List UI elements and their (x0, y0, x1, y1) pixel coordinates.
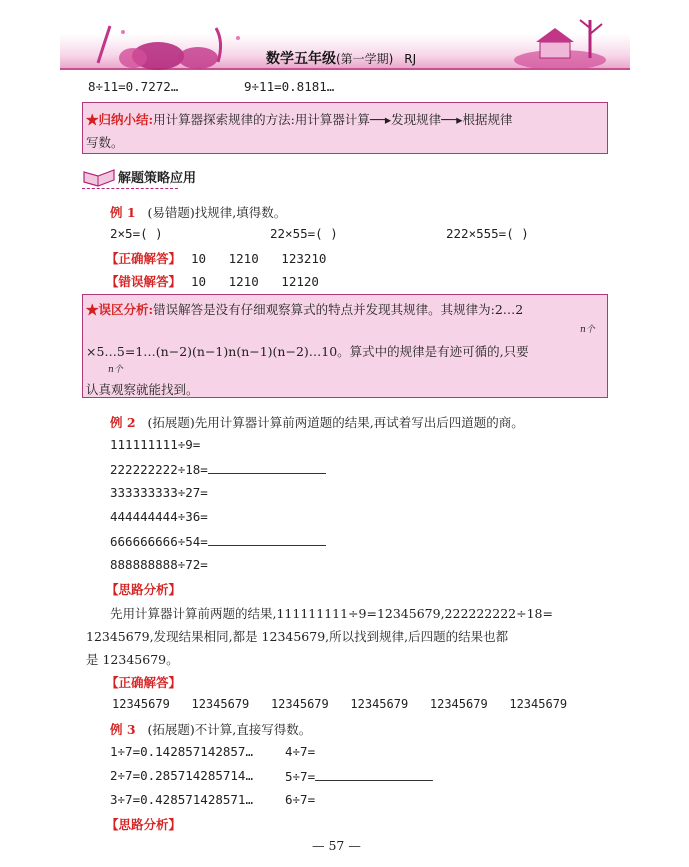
answer-blank[interactable] (315, 768, 433, 781)
header-left-decoration (88, 18, 248, 70)
mistake-line2: ×5…5=1…(n−2)(n−1)n(n−1)(n−2)…10。算式中的规律是有迹可循的,只要 (86, 344, 529, 359)
analysis-line3: 是 12345679。 (86, 652, 179, 667)
example3-heading (110, 720, 311, 738)
wrong-values: 10 1210 12120 (191, 274, 319, 289)
header-title (266, 48, 416, 68)
example2-row-text: 666666666÷54= (110, 534, 208, 549)
example3-row-left: 1÷7=0.142857142857… (110, 744, 253, 759)
mistake-label: ★误区分析: (86, 302, 154, 317)
example3-row-left: 3÷7=0.428571428571… (110, 792, 253, 807)
analysis-label: 【思路分析】 (106, 817, 182, 832)
example1-q3: 222×555=( ) (446, 226, 529, 241)
example1-tag: (易错题)找规律,填得数。 (147, 205, 287, 220)
wrong-label: 【错误解答】 (106, 274, 182, 289)
example2-row (110, 533, 326, 549)
answer-blank[interactable] (208, 461, 326, 474)
summary-label: ★归纳小结: (86, 112, 154, 127)
example2-row: 444444444÷36= (110, 509, 208, 524)
example1-q1: 2×5=( ) (110, 226, 163, 241)
page-number: — 57 — (312, 838, 361, 853)
header-right-decoration (510, 14, 620, 70)
example2-label: 例 2 (110, 415, 136, 430)
example2-row: 111111111÷9= (110, 437, 201, 452)
correct-label: 【正确解答】 (106, 251, 182, 266)
top-line-right: 9÷11=0.8181… (244, 79, 335, 94)
example2-row (110, 461, 326, 477)
edition-label: RJ (404, 52, 417, 66)
mistake-text1: 错误解答是没有仔细观察算式的特点并发现其规律。其规律为:2…2 (153, 302, 524, 317)
example3-row-left: 2÷7=0.285714285714… (110, 768, 253, 783)
analysis-line2: 12345679,发现结果相同,都是 12345679,所以找到规律,后四题的结果也都 (86, 629, 509, 644)
example1-wrong (106, 272, 319, 290)
example2-heading (110, 413, 524, 431)
correct-values: 10 1210 123210 (191, 251, 327, 266)
example2-row: 888888888÷72= (110, 557, 208, 572)
book-title: 数学五年级 (266, 51, 336, 67)
example3-label: 例 3 (110, 722, 136, 737)
summary-line2: 写数。 (86, 135, 124, 150)
example3-row-right (285, 768, 433, 784)
example2-tag: (拓展题)先用计算器计算前两道题的结果,再试着写出后四道题的商。 (147, 415, 524, 430)
analysis-label: 【思路分析】 (106, 582, 182, 597)
mistake-sub2: n个 (108, 365, 123, 375)
mistake-line1 (86, 300, 523, 318)
mistake-line3: 认真观察就能找到。 (86, 382, 199, 397)
book-icon (82, 166, 116, 188)
example1-heading (110, 203, 286, 221)
example3-tag: (拓展题)不计算,直接写得数。 (147, 722, 312, 737)
example3-row-right-text: 5÷7= (285, 769, 316, 784)
section-underline (82, 188, 178, 189)
example3-row-right: 4÷7= (285, 744, 316, 759)
summary-line1 (86, 110, 513, 128)
answer-blank[interactable] (208, 533, 326, 546)
term-label: (第一学期) (336, 52, 394, 66)
example1-correct (106, 249, 326, 267)
correct-values: 12345679 12345679 12345679 12345679 12345679 12345679 (112, 697, 568, 711)
summary-text: 用计算器探索规律的方法:用计算器计算──▸发现规律──▸根据规律 (153, 112, 513, 127)
example2-row: 333333333÷27= (110, 485, 208, 500)
mistake-sub1: n个 (580, 325, 595, 335)
example3-row-right: 6÷7= (285, 792, 316, 807)
correct-label: 【正确解答】 (106, 675, 182, 690)
example1-q2: 22×55=( ) (270, 226, 338, 241)
analysis-line1: 先用计算器计算前两题的结果,111111111÷9=12345679,222222222÷18= (110, 606, 553, 621)
section-title: 解题策略应用 (118, 171, 197, 186)
top-line-left: 8÷11=0.7272… (88, 79, 179, 94)
example1-label: 例 1 (110, 205, 136, 220)
example2-row-text: 222222222÷18= (110, 462, 208, 477)
